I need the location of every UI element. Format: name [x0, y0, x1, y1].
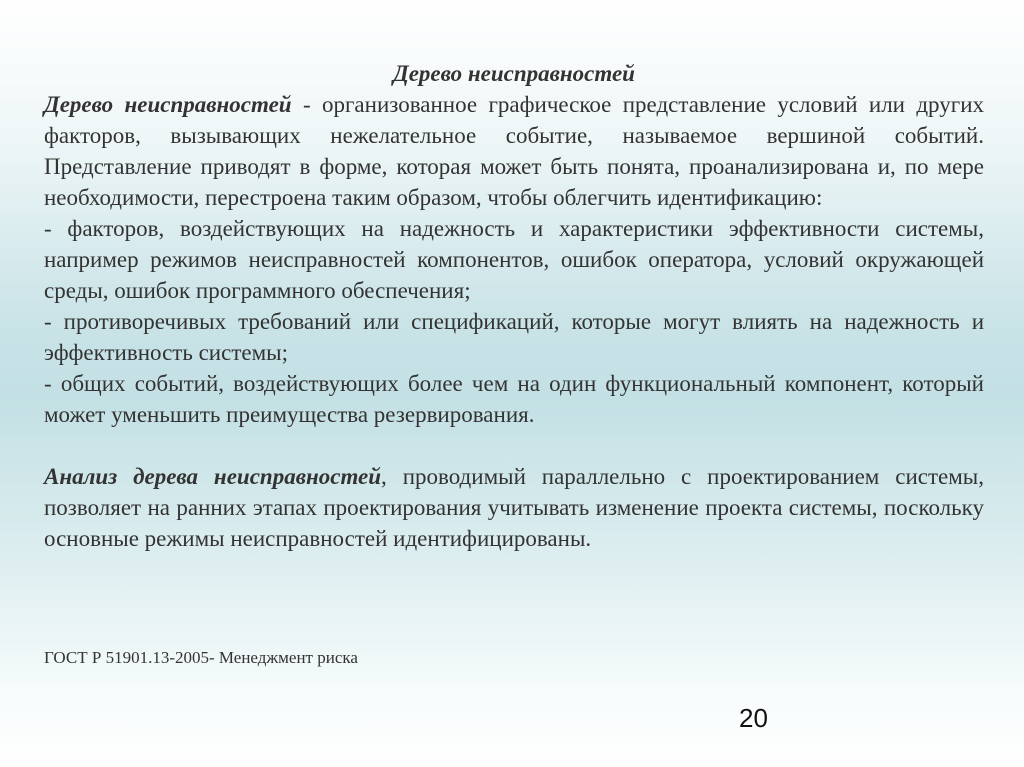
page-number: 20 [739, 703, 768, 733]
analysis-text: , проводимый параллельно с проектированием системы, позволяет на ранних этапах проектирования учитывать изменение проекта системы, поскольку основные режимы неисправностей идентифицированы. [44, 464, 984, 551]
source-citation: ГОСТ Р 51901.13-2005- Менеджмент риска [44, 648, 358, 667]
list-item: - общих событий, воздействующих более чем на один функциональный компонент, который может уменьшить преимущества резервирования. [44, 371, 984, 427]
paragraph-spacer [44, 430, 984, 461]
definition-term: Дерево неисправностей [44, 92, 292, 117]
analysis-paragraph [44, 461, 984, 554]
list-item: - противоречивых требований или спецификаций, которые могут влиять на надежность и эффективность системы; [44, 309, 984, 365]
slide-title: Дерево неисправностей [393, 61, 635, 86]
definition-text: - организованное графическое представление условий или других факторов, вызывающих нежелательное событие, называемое вершиной событий. Представление приводят в форме, которая может быть понята, проанализирована и, по мере необходимости, перестроена таким образом, чтобы облегчить идентификацию: [44, 92, 984, 210]
list-item: - факторов, воздействующих на надежность и характеристики эффективности системы, например режимов неисправностей компонентов, ошибок оператора, условий окружающей среды, ошибок программного обеспечения; [44, 216, 984, 303]
slide-content [44, 58, 984, 554]
definition-paragraph [44, 89, 984, 213]
analysis-term: Анализ дерева неисправностей [44, 464, 382, 489]
